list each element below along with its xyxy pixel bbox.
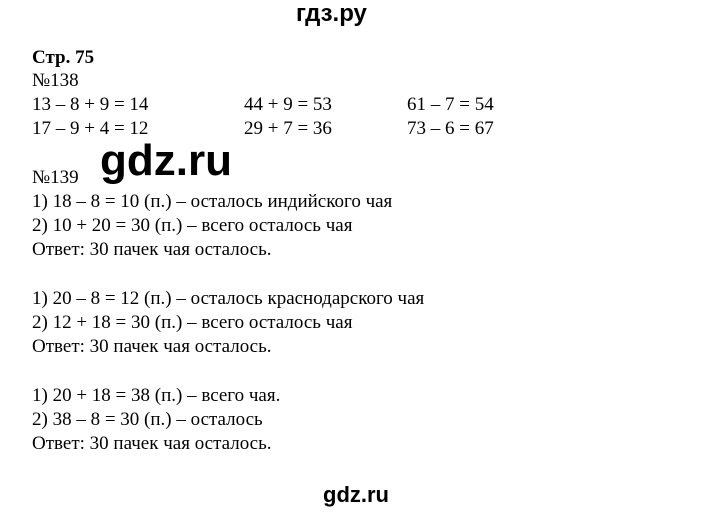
- solution-1-answer: Ответ: 30 пачек чая осталось.: [32, 239, 272, 260]
- solution-3-answer: Ответ: 30 пачек чая осталось.: [32, 433, 272, 454]
- task-138-expr-1-1: 13 – 8 + 9 = 14: [32, 94, 149, 115]
- solution-3-step-1: 1) 20 + 18 = 38 (п.) – всего чая.: [32, 385, 281, 406]
- solution-2-step-2: 2) 12 + 18 = 30 (п.) – всего осталось чая: [32, 312, 353, 333]
- watermark-footer: gdz.ru: [323, 482, 389, 507]
- solution-3-step-2: 2) 38 – 8 = 30 (п.) – осталось: [32, 409, 263, 430]
- task-138-expr-2-3: 73 – 6 = 67: [407, 118, 494, 139]
- task-138-expr-1-3: 61 – 7 = 54: [407, 94, 494, 115]
- watermark-main: gdz.ru: [100, 136, 232, 185]
- solution-2-step-1: 1) 20 – 8 = 12 (п.) – осталось краснодарского чая: [32, 288, 425, 309]
- page-label: Стр. 75: [32, 47, 95, 68]
- task-138-expr-1-2: 44 + 9 = 53: [244, 94, 332, 115]
- task-138-expr-2-1: 17 – 9 + 4 = 12: [32, 118, 149, 139]
- solution-1-step-2: 2) 10 + 20 = 30 (п.) – всего осталось чая: [32, 215, 353, 236]
- solution-1-step-1: 1) 18 – 8 = 10 (п.) – осталось индийского чая: [32, 191, 393, 212]
- site-header: гдз.ру: [296, 0, 367, 27]
- task-138-number: №138: [32, 70, 79, 91]
- solution-2-answer: Ответ: 30 пачек чая осталось.: [32, 336, 272, 357]
- task-139-number: №139: [32, 167, 79, 188]
- task-138-expr-2-2: 29 + 7 = 36: [244, 118, 332, 139]
